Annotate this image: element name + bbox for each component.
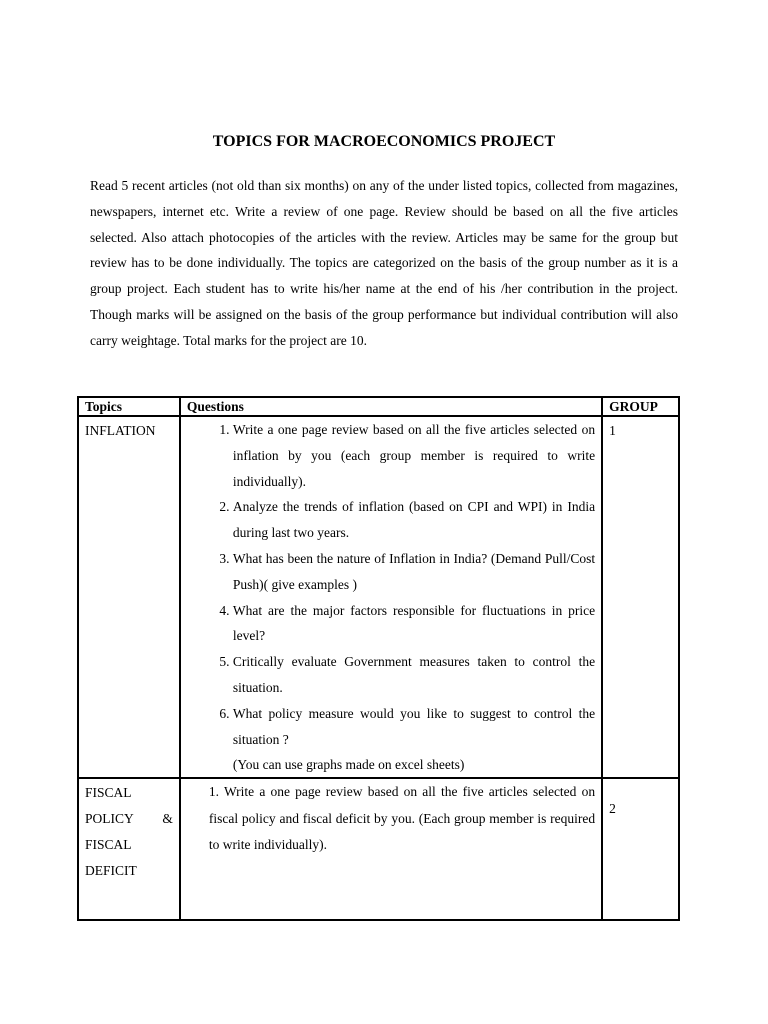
inflation-questions-list	[181, 417, 601, 777]
list-item: 4. What are the major factors responsible for fluctuations in price level?	[233, 598, 595, 650]
list-item: 2. Analyze the trends of inflation (based on CPI and WPI) in India during last two years.	[233, 494, 595, 546]
header-group: GROUP	[602, 397, 679, 416]
excel-note: (You can use graphs made on excel sheets)	[232, 757, 465, 773]
list-item: 1. Write a one page review based on all the five articles selected on inflation by you (each group member is required to write individually).	[233, 417, 595, 494]
table-header-row	[78, 397, 679, 416]
topic-cell	[78, 416, 180, 778]
topic-cell	[78, 778, 180, 920]
topic-fiscal-line: POLICY &	[85, 811, 173, 827]
questions-cell	[180, 416, 602, 778]
group-cell: 1	[602, 416, 679, 778]
header-topics: Topics	[78, 397, 180, 416]
table-row	[78, 416, 679, 778]
list-item: 3. What has been the nature of Inflation in India? (Demand Pull/Cost Push)( give examples )	[233, 546, 595, 598]
questions-cell	[180, 778, 602, 920]
topics-table	[77, 396, 680, 921]
list-item: 6. What policy measure would you like to suggest to control the situation ? (You can use graphs made on excel sheets)	[233, 701, 595, 778]
page-title: TOPICS FOR MACROECONOMICS PROJECT	[212, 133, 556, 150]
table-row	[78, 778, 679, 920]
topic-fiscal-line: FISCAL	[85, 837, 132, 853]
topic-fiscal-line: DEFICIT	[85, 863, 137, 879]
list-item: 5. Critically evaluate Government measures taken to control the situation.	[233, 649, 595, 701]
intro-paragraph: Read 5 recent articles (not old than six months) on any of the under listed topics, collected from magazines, newspapers, internet etc. Write a review of one page. Review should be based on all the five articles selected. Also attach photocopies of the articles with the review. Articles may be same for the group but review has to be done individually. The topics are categorized on the basis of the group number as it is a group project. Each student has to write his/her name at the end of his /her contribution in the project. Though marks will be assigned on the basis of the group performance but individual contribution will also carry weightage. Total marks for the project are 10.	[90, 178, 678, 348]
fiscal-question: 1. Write a one page review based on all the five articles selected on fiscal policy and fiscal deficit by you. (Each group member is required to write individually).	[208, 784, 596, 853]
topic-inflation: INFLATION	[85, 423, 156, 438]
header-questions: Questions	[180, 397, 602, 416]
topic-fiscal-line: FISCAL	[85, 785, 132, 801]
group-cell: 2	[602, 778, 679, 920]
